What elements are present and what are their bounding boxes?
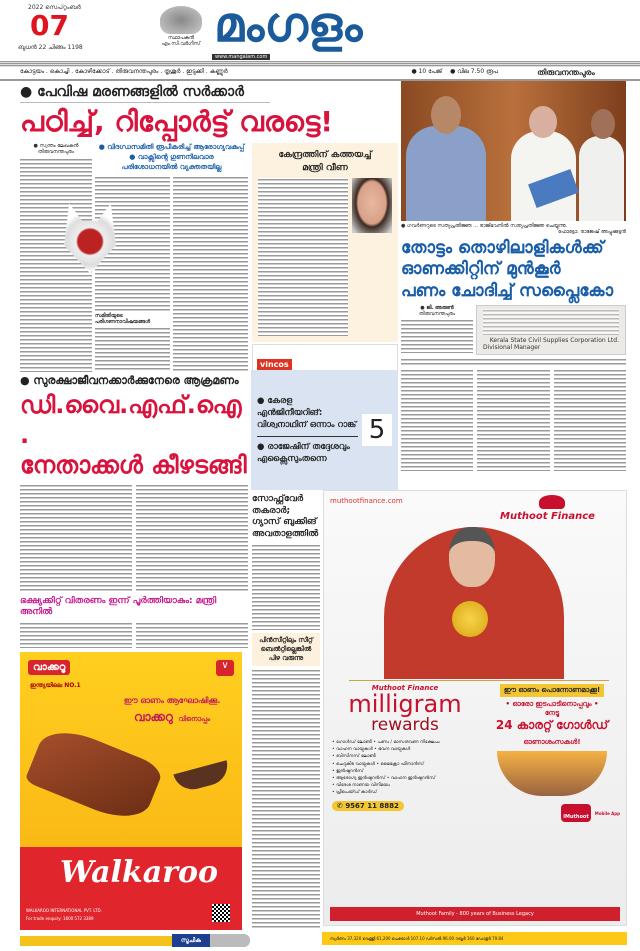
service-item: • വാഹന വായ്പകൾ • ഭവന വായ്പകൾ [332, 747, 411, 753]
gas-headline[interactable]: സോഫ്റ്റ്‌വേർ തകരാർ; ഗ്യാസ് ബുക്കിങ് അവതാളത്തിൽ [252, 494, 319, 540]
supplyco-place: തിരുവനന്തപുരം [419, 310, 455, 317]
walkaroo-no1: ഇന്ത്യയിലെ NO.1 [30, 682, 81, 689]
gas-column [252, 494, 320, 928]
phone-number: ✆ 9567 11 8882 [332, 801, 404, 811]
minister-photo [352, 178, 392, 233]
qr-code [212, 904, 230, 922]
muthoot-logo-icon [539, 495, 565, 509]
lead-kicker: ● പേവിഷ മരണങ്ങളിൽ സർക്കാർ [20, 84, 244, 100]
edition-bar [20, 68, 626, 78]
seatbelt-box[interactable]: പിൻസീറ്റിലും സീറ്റ് ബെൽറ്റില്ലെങ്കിൽ പിഴ വരുന്നു [252, 633, 320, 666]
walkaroo-logo-icon: ∨ [216, 660, 234, 676]
box5-item2b: എക്സൈസുംതന്നെ [257, 453, 327, 464]
gold-coin [452, 601, 488, 637]
programme-brand: Muthoot Finance [371, 684, 439, 692]
date-day: 07 [30, 9, 69, 42]
service-item: • ബിസിനസ് ലോൺ [332, 754, 376, 760]
app-icon: iMuthoot [561, 804, 590, 822]
walkaroo-tagline: ഈ ഓണം ആഘോഷിക്കൂ. വാക്കറു വിനൊപ്പം [123, 696, 221, 725]
walkaroo-company: WALKAROO INTERNATIONAL PVT. LTD. [26, 908, 102, 913]
lead-section [20, 83, 398, 372]
service-item: • വിദേശ നാണയ വിനിമയം [332, 783, 390, 789]
supplyco-headline[interactable]: തോട്ടം തൊഴിലാളികൾക്ക് ഓണക്കിറ്റിന് മുൻകൂർ പണം ചോദിച്ച് സപ്ലൈകോ [401, 238, 614, 301]
walkaroo-badge: വാക്കറൂ [28, 660, 70, 675]
lead-subheads: ● വിദഗ്ധസമിതി രൂപീകരിച്ച് ആരോഗ്യവകുപ്പ് ● വാക്സിന്റെ ഗുണനിലവാര പരിശോധനയിൽ വ്യക്തതയില്ല [98, 143, 245, 171]
page5-box[interactable] [251, 370, 398, 490]
offer-line: • ഓരോ ഇടപാടിനൊപ്പവും • [505, 700, 599, 708]
date-month: 2022 സെപ്റ്റംബർ [28, 4, 81, 11]
muthoot-footer: Muthoot Family - 800 years of Business Legacy [330, 907, 620, 921]
swearing-in-photo [401, 81, 626, 221]
page-number: 5 [362, 414, 392, 446]
supplyco-letter-image [476, 305, 626, 355]
walkaroo-ad[interactable] [20, 652, 242, 930]
services-list [332, 739, 478, 797]
founder-block [150, 35, 212, 47]
founder-name: എം.സി.വർഗീസ് [161, 41, 201, 47]
service-item: • ഗോൾഡ് ലോൺ • പണം / മാസതവണ നിക്ഷേപം [332, 740, 440, 746]
offer-nedu: നേടൂ [544, 709, 560, 717]
onam-illustration [497, 751, 607, 796]
walkaroo-trade: For trade enquiry: 1800 572 3389 [26, 916, 94, 921]
box5-item1: ● കേരള എൻജിനീയറിങ്: [257, 395, 323, 419]
edition-city: തിരുവനന്തപുരം [537, 68, 595, 77]
market-rates: സ്വർണം 37,320 വെള്ളി 61,200 പെട്രോൾ 107.10 ഡീസൽ 96.00 റബ്ബർ 160 ഡോളർ 79.84 [322, 932, 627, 945]
box5-item2: ● രാജേഷിന് തദ്ദേശവും [257, 441, 350, 452]
dyfi-headline[interactable]: ഡി.വൈ.എഫ്.ഐ. നേതാക്കൾ കീഴടങ്ങി [20, 391, 247, 480]
muthoot-brand: Muthoot Finance [500, 511, 595, 522]
founder-label: സ്ഥാപകൻ [167, 35, 195, 41]
right-column [401, 81, 626, 471]
lead-headline[interactable]: പഠിച്ച്, റിപ്പോർട്ട് വരട്ടെ! [20, 105, 334, 139]
lead-byline: ● സ്വന്തം ലേഖകൻ [33, 143, 79, 150]
service-item: • പ്രീപെയ്ഡ് കാർഡ് [332, 790, 377, 796]
kit-headline[interactable]: ഭക്ഷ്യക്കിറ്റ് വിതരണം ഇന്ന് പൂർത്തിയാകും: മന്ത്രി അനിൽ [20, 595, 217, 618]
editions: കോട്ടയം . കൊച്ചി . കോഴിക്കോട് . തിരുവനന്തപുരം . തൃശൂർ . ഇടുക്കി . കണ്ണൂർ [20, 68, 228, 75]
letter-org: Kerala State Civil Supplies Corporation Ltd. [489, 336, 619, 344]
offer-gold: 24 കാരറ്റ് ഗോൾഡ് [495, 718, 609, 732]
lead-section-title: സമിതിയുടെ പരിഗണനാവിഷയങ്ങൾ [95, 312, 151, 325]
onam-greeting: ഓണാശംസകൾ! [523, 738, 581, 747]
lead-place: തിരുവനന്തപുരം [38, 149, 74, 156]
photo-caption: ● ഗവർണറുടെ സത്യപ്രതിജ്ഞ ... രാജ്ഭവനിൽ സത്യപ്രതിജ്ഞ ചെയ്യുന്നു. [401, 223, 568, 229]
onam-banner: ഈ ഓണം പൊന്നോണമാക്കൂ! [500, 684, 604, 697]
letter-signatory: Divisional Manager [483, 343, 541, 351]
service-item: • ചെറുകിട വായ്പകൾ • മൈക്രോ ഫിനാൻസ് [332, 761, 424, 767]
newspaper-logo: മംഗളം [214, 0, 363, 53]
walkaroo-logo: Walkaroo [60, 855, 218, 890]
photo-credit: ഫോട്ടോ: രാജേഷ് അപ്പുക്കുട്ടൻ [558, 229, 626, 235]
muthoot-url: muthootfinance.com [330, 497, 403, 505]
era-date: ബുധൻ 22 ചിങ്ങം 1198 [18, 44, 83, 51]
service-item: • ഇൻഷുറൻസ് [332, 768, 364, 774]
dyfi-kicker: ● സുരക്ഷാജീവനക്കാർക്കുനേരെ ആക്രമണം [20, 374, 239, 387]
service-item: • ആരോഗ്യ ഇൻഷുറൻസ് • വാഹന ഇൻഷുറൻസ് [332, 775, 436, 781]
box5-item1b: വിശ്വനാഥിന് ഒന്നാം റാങ്ക് [257, 420, 357, 431]
website[interactable]: www.mangalam.com [212, 54, 270, 60]
health-minister-box: കേന്ദ്രത്തിന് കത്തയച്ച് മന്ത്രി വീണ [252, 143, 398, 342]
dyfi-section [20, 374, 248, 648]
muthoot-ad[interactable] [323, 490, 627, 926]
price: ● വില 7.50 രൂപ [450, 68, 498, 75]
programme-name-2: rewards [371, 715, 439, 736]
supplyco-byline: ● ജി. അരുൺ [420, 304, 454, 311]
emblem-icon [160, 6, 202, 34]
programme-name: milligram [348, 690, 462, 718]
pages: ● 10 പേജ് [411, 68, 443, 75]
app-label: Mobile App [594, 810, 620, 816]
vincos-ad[interactable]: vincos [252, 344, 398, 372]
snake-boat-image [173, 760, 231, 794]
sandal-image [24, 721, 164, 828]
index-label[interactable]: സൂചിക [172, 934, 210, 947]
